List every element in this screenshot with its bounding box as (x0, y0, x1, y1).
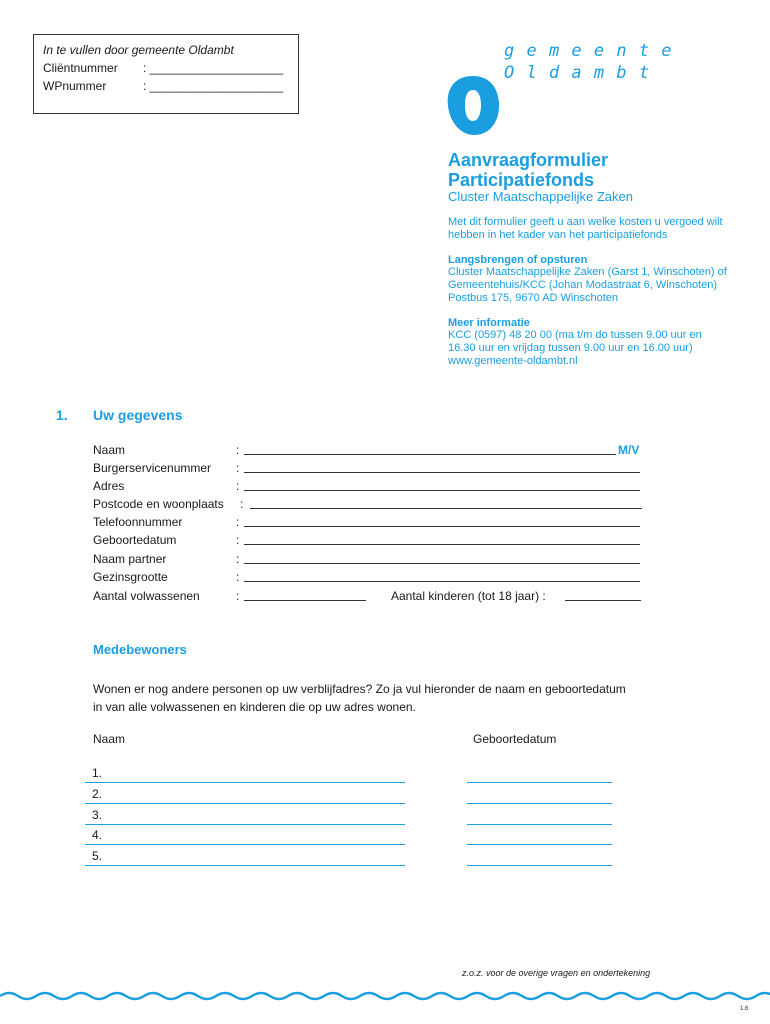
version-number: 1.6 (740, 1006, 749, 1012)
langsbrengen-line-2: Gemeentehuis/KCC (Johan Modastraat 6, Winschoten) (448, 279, 718, 291)
wp-number-label: WPnummer (43, 79, 107, 93)
field-label: Geboortedatum (93, 533, 177, 547)
geboortedatum-input-line[interactable] (244, 544, 640, 545)
row-number: 1. (92, 766, 103, 780)
name-input-line[interactable] (85, 865, 405, 866)
field-colon: : (236, 589, 240, 603)
client-number-field[interactable]: : ____________________ (143, 61, 284, 75)
langsbrengen-heading: Langsbrengen of opsturen (448, 254, 588, 266)
page-title (448, 150, 768, 190)
page-subtitle: Cluster Maatschappelijke Zaken (448, 189, 633, 204)
title-line-2: Participatiefonds (448, 170, 595, 190)
field-colon: : (236, 443, 240, 457)
client-number-row (43, 59, 289, 77)
field-row-volwassenen (93, 587, 653, 605)
field-label: Adres (93, 479, 125, 493)
medebewoners-title: Medebewoners (93, 642, 187, 657)
name-input-line[interactable] (85, 824, 405, 825)
medebewoners-text (93, 680, 693, 716)
wp-number-row (43, 77, 289, 95)
field-row-telefoon (93, 513, 653, 531)
postcode-input-line[interactable] (250, 508, 642, 509)
name-input-line[interactable] (85, 844, 405, 845)
gezinsgrootte-input-line[interactable] (244, 581, 640, 582)
logo-wordmark (504, 40, 673, 84)
wp-number-field[interactable]: : ____________________ (143, 79, 284, 93)
meer-informatie-line-2: 16.30 uur en vrijdag tussen 9.00 uur en 16.00 uur) (448, 342, 693, 354)
website-link[interactable]: www.gemeente-oldambt.nl (448, 355, 578, 367)
name-input-line[interactable] (85, 803, 405, 804)
column-header-geboortedatum: Geboortedatum (473, 732, 557, 746)
field-colon: : (236, 479, 240, 493)
naam-input-line[interactable] (244, 454, 616, 455)
name-input-line[interactable] (85, 782, 405, 783)
date-input-line[interactable] (467, 865, 612, 866)
field-row-geboortedatum (93, 531, 653, 549)
field-row-postcode (93, 495, 653, 513)
gender-mv[interactable]: M/V (618, 443, 640, 457)
telefoon-input-line[interactable] (244, 526, 640, 527)
meer-informatie-line-1: KCC (0597) 48 20 00 (ma t/m do tussen 9.00 uur en (448, 329, 702, 341)
row-number: 4. (92, 828, 103, 842)
field-label: Burgerservicenummer (93, 461, 212, 475)
field-label: Naam partner (93, 552, 167, 566)
date-input-line[interactable] (467, 803, 612, 804)
field-row-adres (93, 477, 653, 495)
column-header-naam: Naam (93, 732, 126, 746)
field-label: Gezinsgrootte (93, 570, 168, 584)
field-label: Postcode en woonplaats (93, 497, 224, 511)
field-row-gezinsgrootte (93, 568, 653, 586)
section-number: 1. (56, 407, 68, 423)
field-label: Telefoonnummer (93, 515, 183, 529)
medebewoners-text-line-2: in van alle volwassenen en kinderen die op uw adres wonen. (93, 700, 416, 714)
field-row-partner (93, 550, 653, 568)
kinderen-label: Aantal kinderen (tot 18 jaar) : (391, 589, 546, 603)
office-box-title: In te vullen door gemeente Oldambt (43, 43, 234, 57)
langsbrengen-text (448, 266, 768, 305)
date-input-line[interactable] (467, 824, 612, 825)
row-number: 2. (92, 787, 103, 801)
logo-line-2: O l d a m b t (504, 63, 651, 83)
kinderen-input-line[interactable] (565, 600, 641, 601)
field-colon: : (236, 570, 240, 584)
date-input-line[interactable] (467, 782, 612, 783)
adres-input-line[interactable] (244, 490, 640, 491)
field-colon: : (236, 552, 240, 566)
partner-input-line[interactable] (244, 563, 640, 564)
row-number: 3. (92, 808, 103, 822)
title-line-1: Aanvraagformulier (448, 150, 609, 170)
field-row-naam (93, 441, 653, 459)
bsn-input-line[interactable] (244, 472, 640, 473)
field-colon: : (236, 533, 240, 547)
volwassenen-input-line[interactable] (244, 600, 366, 601)
field-colon: : (236, 461, 240, 475)
client-number-label: Cliëntnummer (43, 61, 118, 75)
meer-informatie-heading: Meer informatie (448, 317, 530, 329)
section-title: Uw gegevens (93, 407, 183, 423)
langsbrengen-line-3: Postbus 175, 9670 AD Winschoten (448, 292, 618, 304)
field-row-bsn (93, 459, 653, 477)
field-colon: : (236, 515, 240, 529)
logo-mark-icon (444, 73, 502, 137)
office-use-box (33, 34, 299, 114)
field-label: Naam (93, 443, 126, 457)
wave-divider-icon (0, 988, 770, 1004)
logo-line-1: g e m e e n t e (504, 41, 673, 61)
zoz-note: z.o.z. voor de overige vragen en ondertekening (462, 968, 651, 978)
field-colon: : (240, 497, 244, 511)
date-input-line[interactable] (467, 844, 612, 845)
medebewoners-text-line-1: Wonen er nog andere personen op uw verblijfadres? Zo ja vul hieronder de naam en geboortedatum (93, 682, 626, 696)
field-label: Aantal volwassenen (93, 589, 200, 603)
intro-text: Met dit formulier geeft u aan welke kosten u vergoed wilt hebben in het kader van het participatiefonds (448, 216, 723, 241)
langsbrengen-line-1: Cluster Maatschappelijke Zaken (Garst 1, Winschoten) of (448, 266, 727, 278)
meer-informatie-text (448, 329, 768, 368)
row-number: 5. (92, 849, 103, 863)
